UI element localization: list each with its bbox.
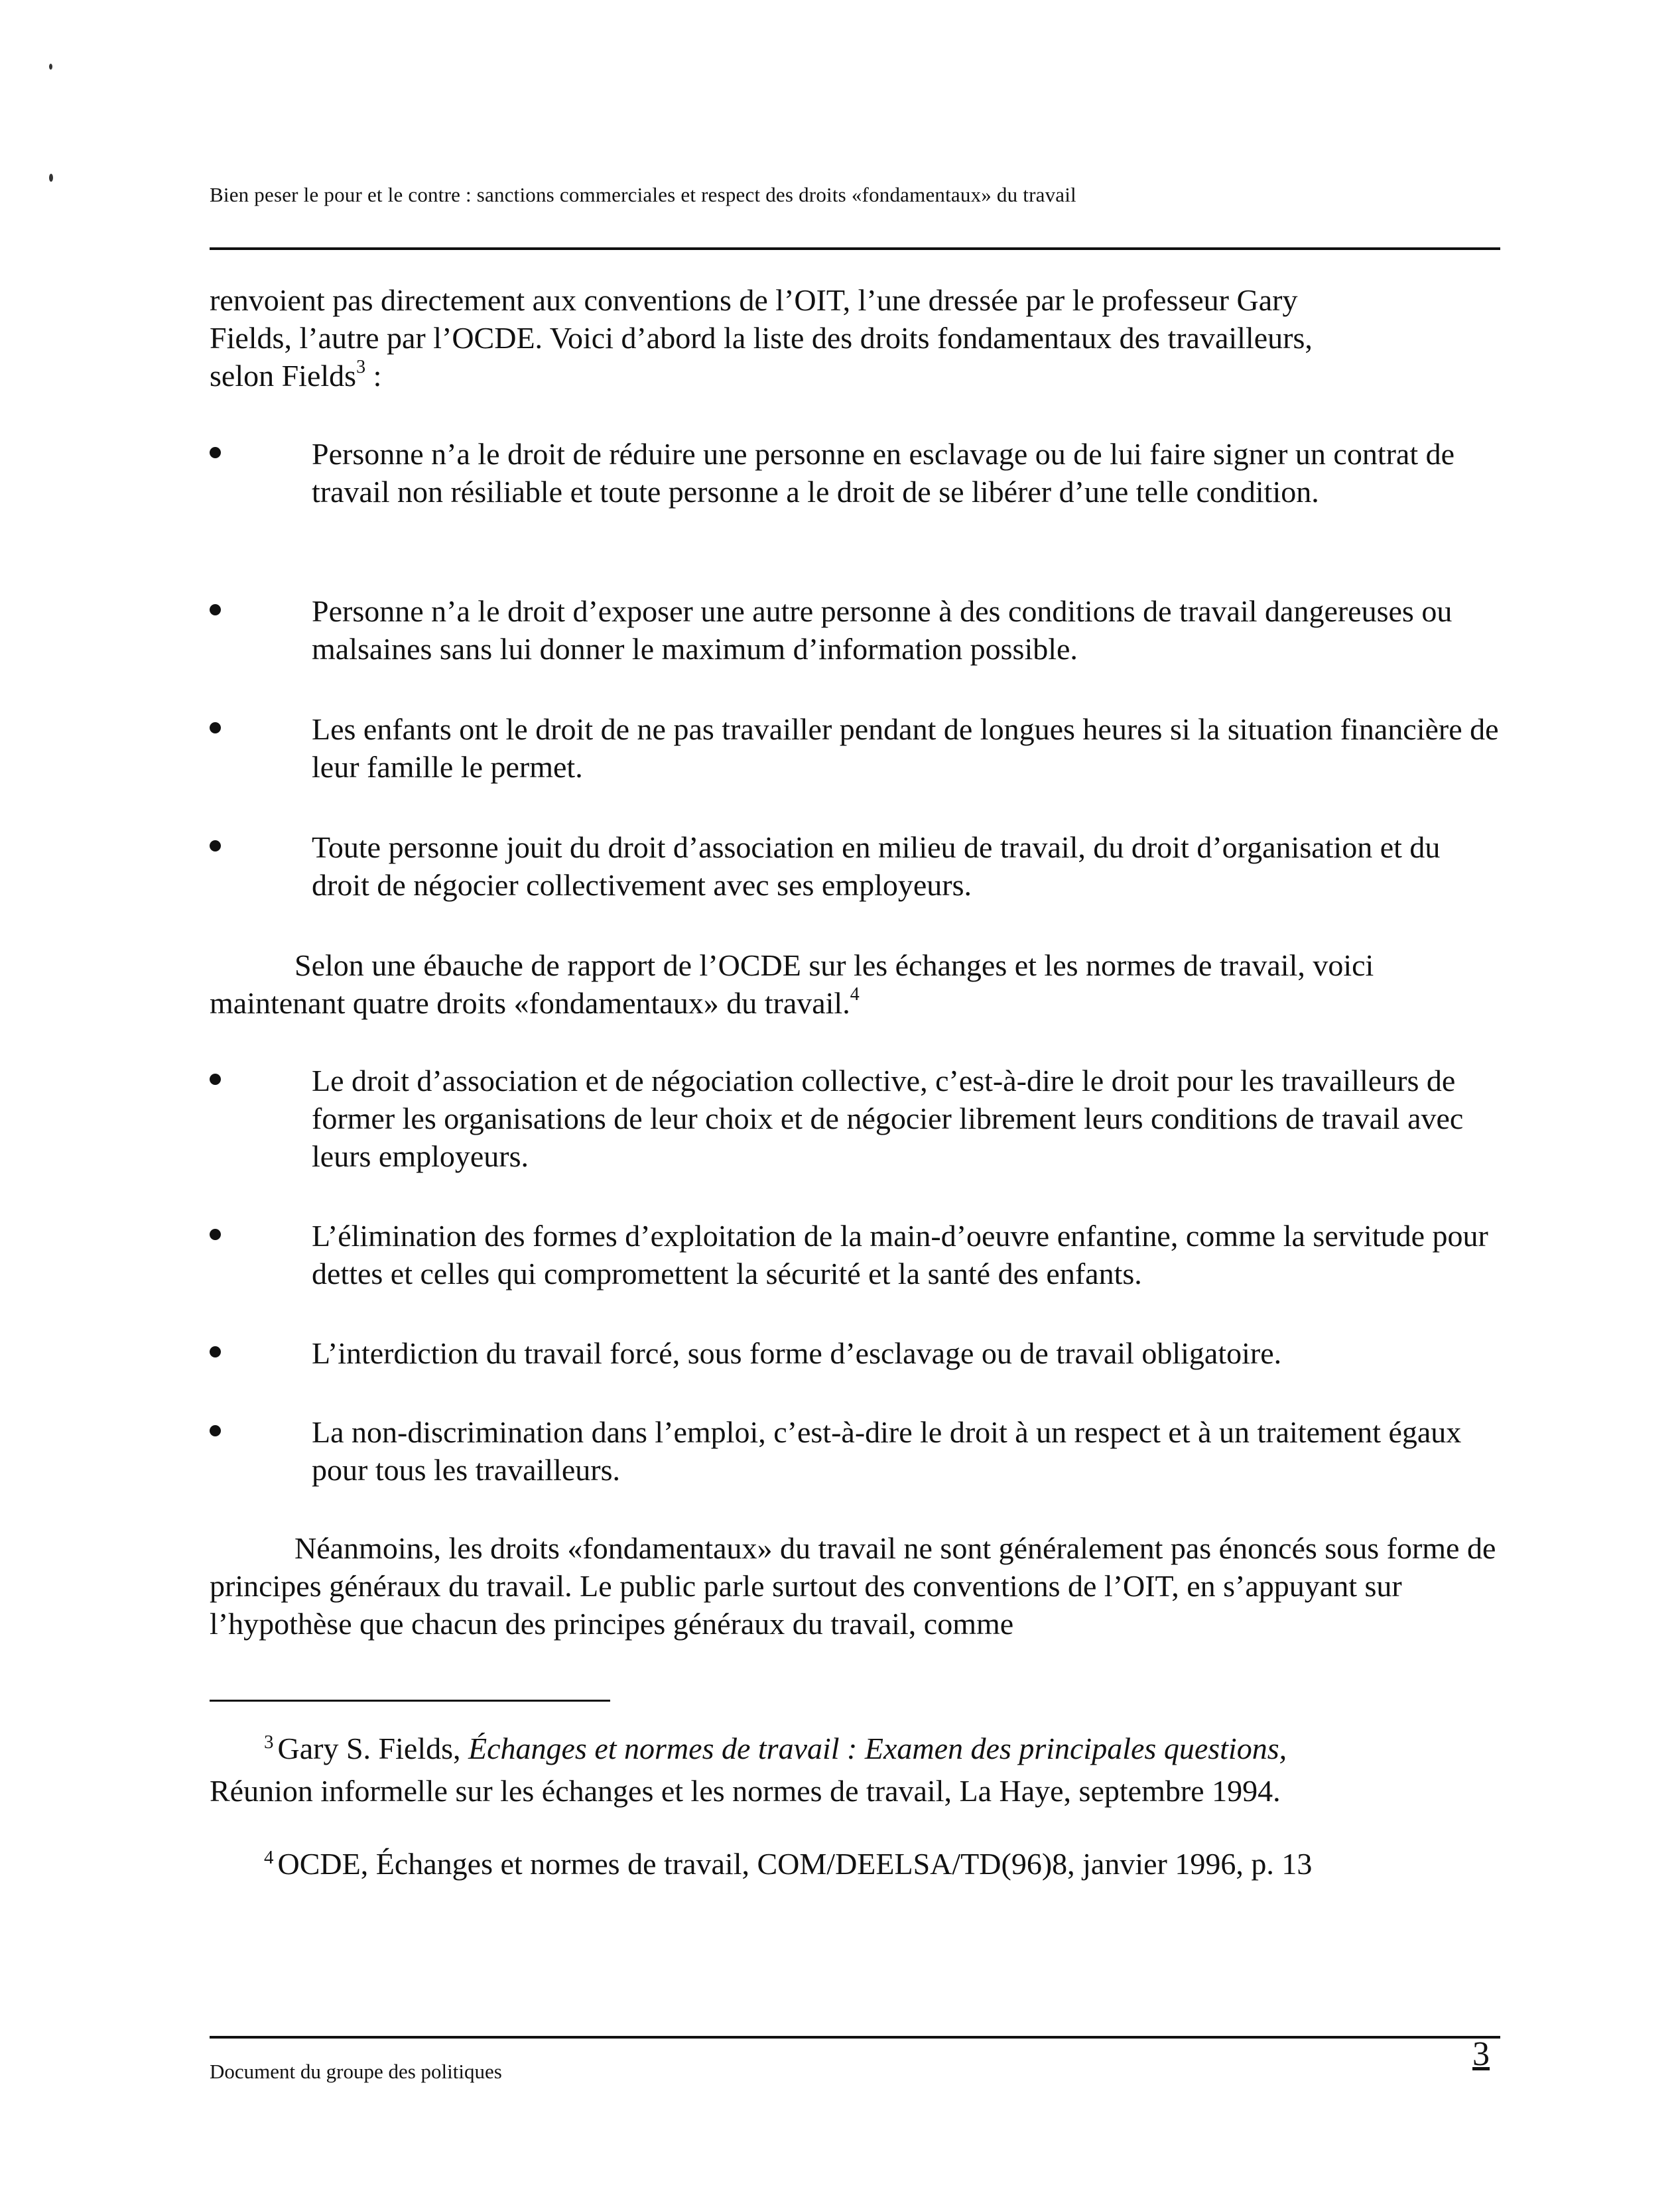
scan-speck	[49, 64, 52, 70]
running-footer: Document du groupe des politiques	[210, 2060, 502, 2083]
footer-rule	[210, 2036, 1500, 2039]
footnote-ref: 3	[356, 356, 366, 377]
closing-paragraph	[210, 1529, 1500, 1643]
intro-line: Fields, l’autre par l’OCDE. Voici d’abord la liste des droits fondamentaux des travailleurs,	[210, 321, 1313, 355]
footnote-line: Réunion informelle sur les échanges et les normes de travail, La Haye, septembre 1994.	[210, 1774, 1281, 1808]
bullet-icon	[210, 604, 221, 615]
footnote-ref: 4	[850, 983, 860, 1005]
list-item-text: Les enfants ont le droit de ne pas travailler pendant de longues heures si la situation financière de leur famille le permet.	[312, 712, 1499, 784]
footnote-author: Gary S. Fields,	[277, 1732, 468, 1765]
paragraph-text: Néanmoins, les droits «fondamentaux» du travail ne sont généralement pas énoncés sous forme de principes généraux du travail. Le public parle surtout des conventions de l’OIT, en s’appuyant sur l’hypothèse que chacun des principes généraux du travail, comme	[210, 1531, 1496, 1641]
list-item-text: Toute personne jouit du droit d’association en milieu de travail, du droit d’organisation et du droit de négocier collectivement avec ses employeurs.	[312, 830, 1441, 902]
intro-line: renvoient pas directement aux conventions de l’OIT, l’une dressée par le professeur Gary	[210, 283, 1298, 317]
running-header: Bien peser le pour et le contre : sanctions commerciales et respect des droits «fondamentaux» du travail	[210, 183, 1076, 206]
bullet-icon	[210, 1229, 221, 1240]
list-item-text: Le droit d’association et de négociation collective, c’est-à-dire le droit pour les travailleurs de former les organisations de leur choix et de négocier librement leurs conditions de travail avec leurs employeurs.	[312, 1064, 1464, 1173]
bullet-icon	[210, 1346, 221, 1357]
footnote-number: 4	[264, 1847, 274, 1868]
footnote-text: OCDE, Échanges et normes de travail, COM/DEELSA/TD(96)8, janvier 1996, p. 13	[277, 1847, 1313, 1881]
footnote-number: 3	[264, 1732, 274, 1753]
footnote-line	[210, 1730, 1500, 1772]
footnote-3	[210, 1730, 1500, 1810]
bullet-icon	[210, 722, 221, 733]
bullet-icon	[210, 447, 221, 458]
list-item-text: La non-discrimination dans l’emploi, c’est-à-dire le droit à un respect et à un traitement égaux pour tous les travailleurs.	[312, 1415, 1462, 1487]
list-item-text: L’élimination des formes d’exploitation de la main-d’oeuvre enfantine, comme la servitude pour dettes et celles qui compromettent la sécurité et la santé des enfants.	[312, 1219, 1488, 1291]
bullet-icon	[210, 840, 221, 851]
list-item-text: Personne n’a le droit d’exposer une autre personne à des conditions de travail dangereuses ou malsaines sans lui donner le maximum d’information possible.	[312, 594, 1453, 666]
list-item-text: Personne n’a le droit de réduire une personne en esclavage ou de lui faire signer un contrat de travail non résiliable et toute personne a le droit de se libérer d’une telle condition.	[312, 437, 1455, 509]
intro-paragraph	[210, 281, 1500, 395]
intro-text: :	[365, 359, 382, 393]
bullet-icon	[210, 1425, 221, 1436]
footnote-separator	[210, 1700, 610, 1702]
footnote-4	[210, 1845, 1500, 1887]
intro-line	[210, 357, 1500, 395]
header-rule	[210, 247, 1500, 250]
list-item-text: L’interdiction du travail forcé, sous forme d’esclavage ou de travail obligatoire.	[312, 1336, 1282, 1370]
footnote-title: Échanges et normes de travail : Examen des principales questions,	[468, 1732, 1287, 1765]
paragraph-text: Selon une ébauche de rapport de l’OCDE sur les échanges et les normes de travail, voici maintenant quatre droits «fondamentaux» du travail.	[210, 948, 1374, 1020]
page-number: 3	[1472, 2035, 1490, 2073]
bullet-icon	[210, 1074, 221, 1085]
scan-speck	[49, 174, 53, 182]
ocde-intro-paragraph	[210, 946, 1500, 1022]
intro-text: selon Fields	[210, 359, 357, 393]
